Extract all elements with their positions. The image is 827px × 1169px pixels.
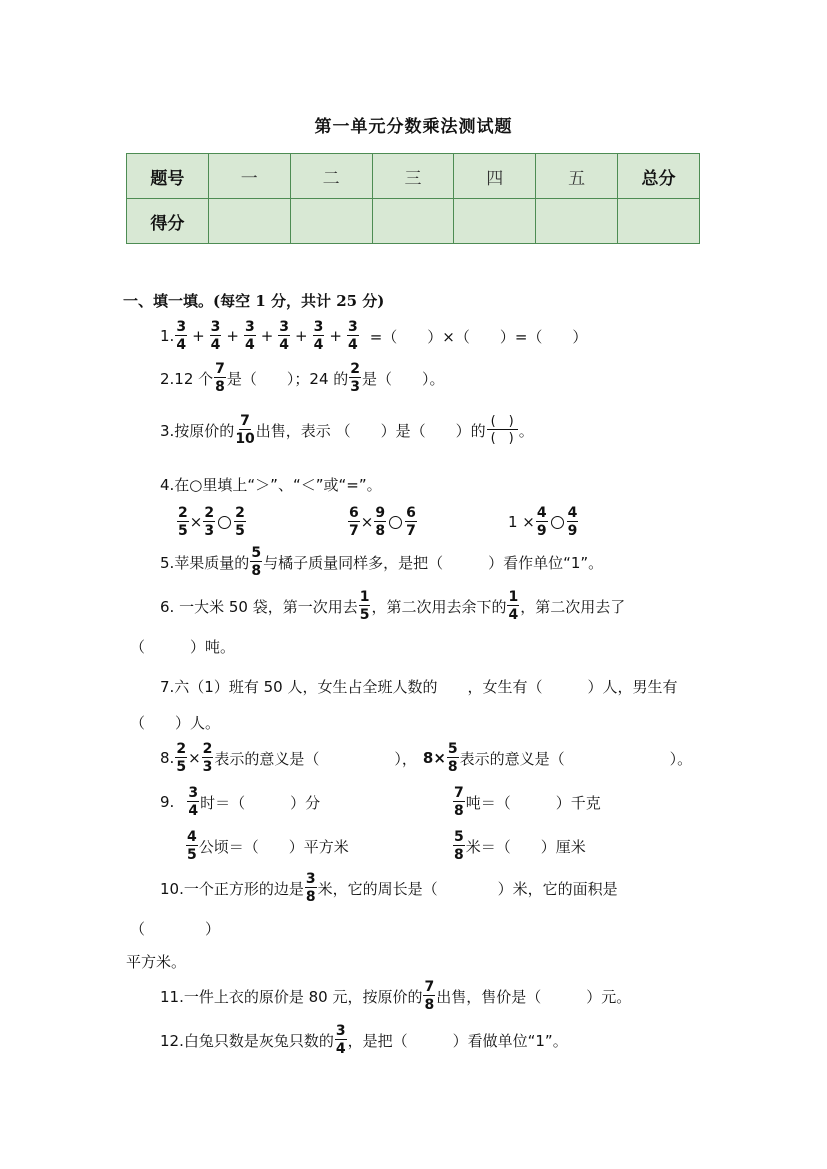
fraction: $\frac{1}{4}$ <box>508 589 519 623</box>
score-row-label: 得分 <box>127 199 209 244</box>
score-header-cell: 五 <box>536 154 618 199</box>
question-text: 6. 一大米 50 袋，第一次用去 <box>160 597 358 616</box>
fraction: $\frac{3}{8}$ <box>305 871 316 905</box>
fraction: $\frac{3}{4}$ <box>176 319 187 353</box>
question-12 <box>160 1024 568 1056</box>
blank-fraction[interactable]: $\frac{( )}{( )}$ <box>487 415 518 445</box>
comparison-2 <box>347 506 418 538</box>
fraction: $\frac{2}{5}$ <box>235 505 245 539</box>
score-header-cell: 三 <box>372 154 454 199</box>
fraction: $\frac{3}{4}$ <box>188 785 199 819</box>
question-text: 11.一件上衣的原价是 80 元，按原价的 <box>160 987 423 1006</box>
times-sign: × <box>360 513 374 531</box>
fraction: $\frac{4}{9}$ <box>567 505 578 539</box>
score-table <box>126 153 700 244</box>
question-text: ，第二次用去余下的 <box>371 597 507 616</box>
times-sign: × <box>188 749 201 767</box>
question-number: 1. <box>160 327 175 345</box>
question-4: 4.在○里填上“＞”、“＜”或“=”。 <box>160 476 382 494</box>
question-text: 10.一个正方形的边是 <box>160 879 304 898</box>
fraction: $\frac{7}{10}$ <box>235 413 255 447</box>
fraction: $\frac{3}{4}$ <box>335 1023 346 1057</box>
question-9-a <box>160 786 320 818</box>
score-header-cell: 一 <box>208 154 290 199</box>
fraction: $\frac{6}{7}$ <box>349 505 359 539</box>
question-number: 8. <box>160 749 175 767</box>
score-table-score-row <box>127 199 700 244</box>
question-text: 3.按原价的 <box>160 421 235 440</box>
plus-sign: + <box>329 327 342 345</box>
question-text: 吨＝（ ）千克 <box>465 793 601 812</box>
question-7-line-2: （ ）人。 <box>130 714 221 732</box>
question-text: 出售，表示 （ ）是（ ）的 <box>255 421 486 440</box>
question-6-line-2: （ ）吨。 <box>130 638 236 656</box>
question-9-b <box>452 786 601 818</box>
plus-sign: + <box>192 327 205 345</box>
fraction: $\frac{6}{7}$ <box>406 505 416 539</box>
question-text: 时＝（ ）分 <box>200 793 321 812</box>
fraction: $\frac{3}{4}$ <box>210 319 221 353</box>
compare-circle[interactable] <box>389 516 402 529</box>
question-9-e <box>452 830 586 862</box>
fraction: $\frac{5}{8}$ <box>447 741 458 775</box>
question-text: 公顷＝（ ）平方米 <box>198 837 349 856</box>
question-6 <box>160 590 625 622</box>
score-input-cell[interactable] <box>290 199 372 244</box>
question-1 <box>160 320 587 352</box>
score-table-header-row <box>127 154 700 199</box>
score-header-cell: 总分 <box>618 154 700 199</box>
question-3 <box>160 414 534 446</box>
fraction: $\frac{7}{8}$ <box>215 361 225 395</box>
fraction: $\frac{4}{9}$ <box>536 505 547 539</box>
page-title: 第一单元分数乘法测试题 <box>314 117 513 137</box>
fraction: $\frac{2}{5}$ <box>176 741 187 775</box>
question-text: 是（ ）；24 的 <box>226 369 349 388</box>
question-7: 7.六（1）班有 50 人，女生占全班人数的 ，女生有（ ）人，男生有 <box>160 678 678 696</box>
question-text: 是（ ）。 <box>362 369 445 388</box>
fraction: $\frac{3}{4}$ <box>347 319 358 353</box>
fraction: $\frac{2}{3}$ <box>204 505 215 539</box>
fraction: $\frac{4}{5}$ <box>187 829 197 863</box>
comparison-3 <box>508 506 579 538</box>
score-input-cell[interactable] <box>372 199 454 244</box>
fraction: $\frac{3}{4}$ <box>279 319 290 353</box>
fraction: $\frac{7}{8}$ <box>454 785 464 819</box>
question-text: 米，它的周长是（ ）米，它的面积是 <box>317 879 618 898</box>
fraction: $\frac{7}{8}$ <box>424 979 435 1013</box>
fraction: $\frac{3}{4}$ <box>313 319 324 353</box>
fraction: $\frac{5}{8}$ <box>454 829 464 863</box>
score-header-cell: 二 <box>290 154 372 199</box>
question-8 <box>160 742 692 774</box>
question-9-c <box>185 830 349 862</box>
fraction: $\frac{2}{3}$ <box>350 361 361 395</box>
question-text: 表示的意义是（ ）， <box>214 749 417 768</box>
fraction: $\frac{9}{8}$ <box>375 505 386 539</box>
fraction: $\frac{5}{8}$ <box>251 545 262 579</box>
question-text: 与橘子质量同样多，是把（ ）看作单位“1”。 <box>263 553 604 572</box>
question-text: 米＝（ ）厘米 <box>465 837 586 856</box>
comparison-1 <box>176 506 247 538</box>
question-10-line-3: 平方米。 <box>126 953 187 971</box>
question-text: 1 × <box>508 513 535 531</box>
fraction: $\frac{2}{3}$ <box>202 741 213 775</box>
score-input-cell[interactable] <box>208 199 290 244</box>
score-header-cell: 题号 <box>127 154 209 199</box>
plus-sign: + <box>226 327 239 345</box>
question-text: 8× <box>422 749 446 767</box>
score-input-cell[interactable] <box>618 199 700 244</box>
question-text: 12.白兔只数是灰兔只数的 <box>160 1031 334 1050</box>
question-text: ，是把（ ）看做单位“1”。 <box>347 1031 568 1050</box>
question-10 <box>160 872 618 904</box>
question-2 <box>160 362 445 394</box>
compare-circle[interactable] <box>218 516 231 529</box>
question-text: 出售，售价是（ ）元。 <box>436 987 632 1006</box>
question-10-line-2: （ ） <box>130 920 221 938</box>
question-text: 表示的意义是（ ）。 <box>459 749 693 768</box>
fraction: $\frac{3}{4}$ <box>244 319 255 353</box>
fraction: $\frac{1}{5}$ <box>359 589 370 623</box>
plus-sign: + <box>295 327 308 345</box>
section-heading: 一、填一填。(每空 1 分，共计 25 分) <box>123 292 385 310</box>
question-5 <box>160 546 603 578</box>
question-number: 9. <box>160 793 175 811</box>
answer-blanks: =（ ）×（ ）=（ ） <box>369 327 588 346</box>
times-sign: × <box>189 513 203 531</box>
score-input-cell[interactable] <box>536 199 618 244</box>
question-text: ，第二次用去了 <box>520 597 626 616</box>
fraction: $\frac{2}{5}$ <box>178 505 188 539</box>
compare-circle[interactable] <box>551 516 564 529</box>
question-text: 。 <box>518 421 534 440</box>
plus-sign: + <box>260 327 274 345</box>
question-text: 2.12 个 <box>160 369 214 388</box>
question-11 <box>160 980 631 1012</box>
score-header-cell: 四 <box>454 154 536 199</box>
score-input-cell[interactable] <box>454 199 536 244</box>
question-text: 5.苹果质量的 <box>160 553 250 572</box>
